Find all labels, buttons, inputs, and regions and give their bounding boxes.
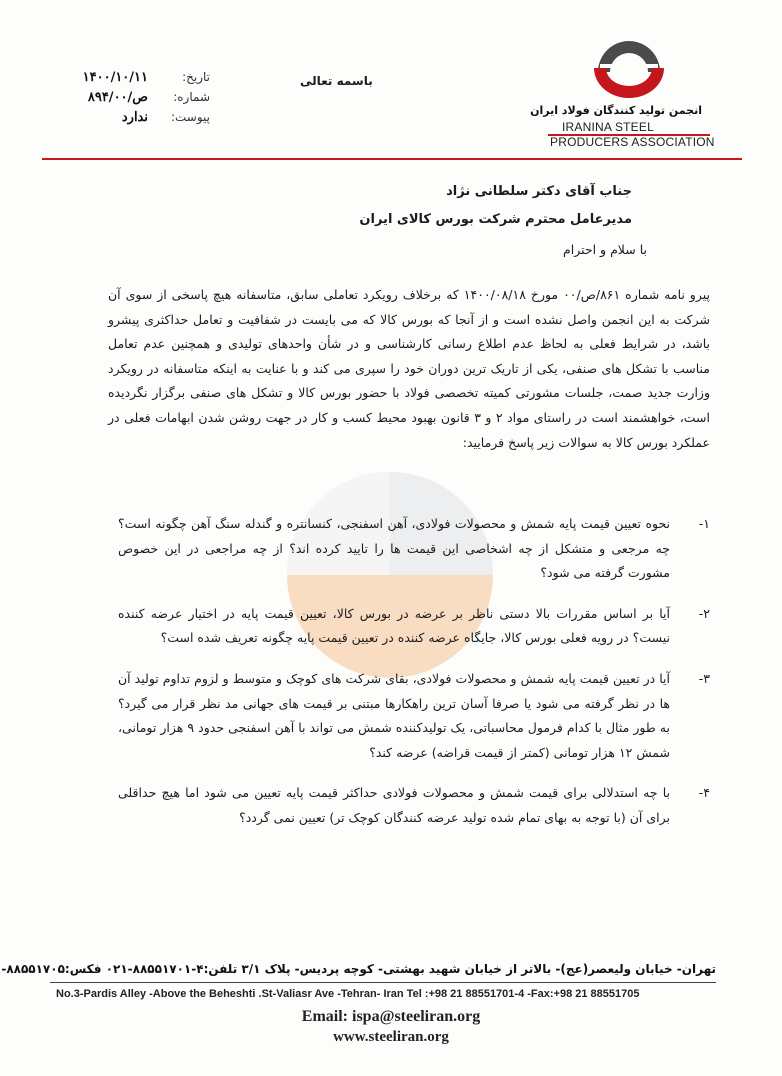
letter-body [108,283,710,455]
question-text: آیا بر اساس مقررات بالا دستی ناظر بر عرضه در بورس کالا، تعیین قیمت پایه در اختیار عرضه کننده نیست؟ در رویه فعلی بورس کالا، جایگاه عرضه کننده در تعیین قیمت پایه چگونه تعریف شده است؟ [118,605,670,646]
association-name-en [550,120,720,150]
footer-address-en: No.3-Pardis Alley -Above the Beheshti .St-Valiasr Ave -Tehran- Iran Tel :+98 21 88551701-4 -Fax:+98 21 88551705 [56,988,640,1000]
date-row [30,70,210,90]
question-number: ۴- [698,785,710,801]
recipient-title: مدیرعامل محترم شرکت بورس کالای ایران [359,212,632,227]
date-value: ۱۴۰۰/۱۰/۱۱ [82,70,148,85]
footer-divider [50,982,716,983]
number-value: ۸۹۴/ص/۰۰ [87,90,148,105]
attachment-row [30,110,210,130]
question-text: با چه استدلالی برای قیمت شمش و محصولات فولادی حداکثر قیمت پایه تعیین می شود اما هیچ حداقلی برای آن (با توجه به بهای تمام شده تولید عرضه کنندگان کوچک تر) تعیین نمی گردد؟ [118,785,670,825]
list-item [118,667,710,765]
recipient-block [359,178,632,234]
number-label: شماره: [173,90,210,104]
letter-meta [30,70,210,130]
list-item [118,602,710,651]
salutation: با سلام و احترام [563,242,647,257]
attachment-label: پیوست: [170,110,210,124]
association-name-en-line1: IRANINA STEEL [562,120,654,134]
header-divider [42,158,742,160]
question-text: آیا در تعیین قیمت پایه شمش و محصولات فولادی، بقای شرکت های کوچک و متوسط و لزوم تداوم تولید آن ها در نظر گرفته می شود یا صرفا آسان ترین راهکارها مبتنی بر قیمت های جهانی مد نظر قرار می گیرد؟ به طور مثال با کدام فرمول محاسباتی، یک تولیدکننده شمش می تواند با آهن اسفنجی حدود ۹ هزار تومانی، شمش ۱۲ هزار تومانی (کمتر از قیمت قراضه) عرضه کند؟ [118,670,670,760]
question-number: ۲- [698,605,710,621]
number-row [30,90,210,110]
date-label: تاریخ: [182,70,210,84]
question-list [118,512,710,831]
body-paragraph: پیرو نامه شماره ۸۶۱/ص/۰۰ مورخ ۱۴۰۰/۰۸/۱۸ که برخلاف رویکرد تعاملی سابق، متاسفانه هیچ پاسخی از سوی آن شرکت به این انجمن واصل نشده است و از آنجا که بورس کالا که می بایست در شفافیت و تعامل حداکثری پیشرو باشد، در شرایط فعلی به لحاظ عدم اطلاع رسانی کارشناسی و در شأن واحدهای تولیدی و همچنین عدم تعامل مناسب با تشکل های صنفی، یکی از تاریک ترین دوران خود را سپری می کند و با عنایت به اینکه متاسفانه در رویکرد وزارت جدید صمت، جلسات مشورتی کمیته تخصصی فولاد با حضور بورس کالا و تشکل های صنفی برگزار نگردیده است، خواهشمند است در راستای مواد ۲ و ۳ قانون بهبود محیط کسب و کار در جهت روشن شدن ابهامات فعلی در عملکرد بورس کالا به سوالات زیر پاسخ فرمایید: [108,287,710,450]
question-number: ۳- [698,670,710,686]
question-text: نحوه تعیین قیمت پایه شمش و محصولات فولادی، آهن اسفنجی، کنسانتره و گندله سنگ آهن چگونه است؟ چه مرجعی و متشکل از چه اشخاصی این قیمت ها را تایید کرده اند؟ از چه مراجعی در این خصوص مشورت گرفته می شود؟ [118,516,670,581]
attachment-value: ندارد [121,110,148,125]
association-logo-icon [590,38,668,98]
footer-email[interactable]: Email: ispa@steeliran.org [301,1008,481,1025]
basmala-heading: باسمه تعالی [300,74,373,88]
footer-address-fa: تهران- خیابان ولیعصر(عج)- بالاتر از خیابان شهید بهشتی- کوچه پردیس- پلاک ۳/۱ تلفن:۴-۸۸۵۵۱۷۰۱-۰۲۱ فکس:۸۸۵۵۱۷۰۵- [1,962,716,976]
footer-website[interactable]: www.steeliran.org [333,1029,449,1045]
association-name-fa: انجمن تولید کنندگان فولاد ایران [530,104,702,117]
recipient-name: جناب آقای دکتر سلطانی نژاد [446,184,632,199]
question-number: ۱- [698,516,710,531]
list-item [118,781,710,830]
association-name-en-line2: PRODUCERS ASSOCIATION [550,135,715,149]
list-item [118,512,710,586]
